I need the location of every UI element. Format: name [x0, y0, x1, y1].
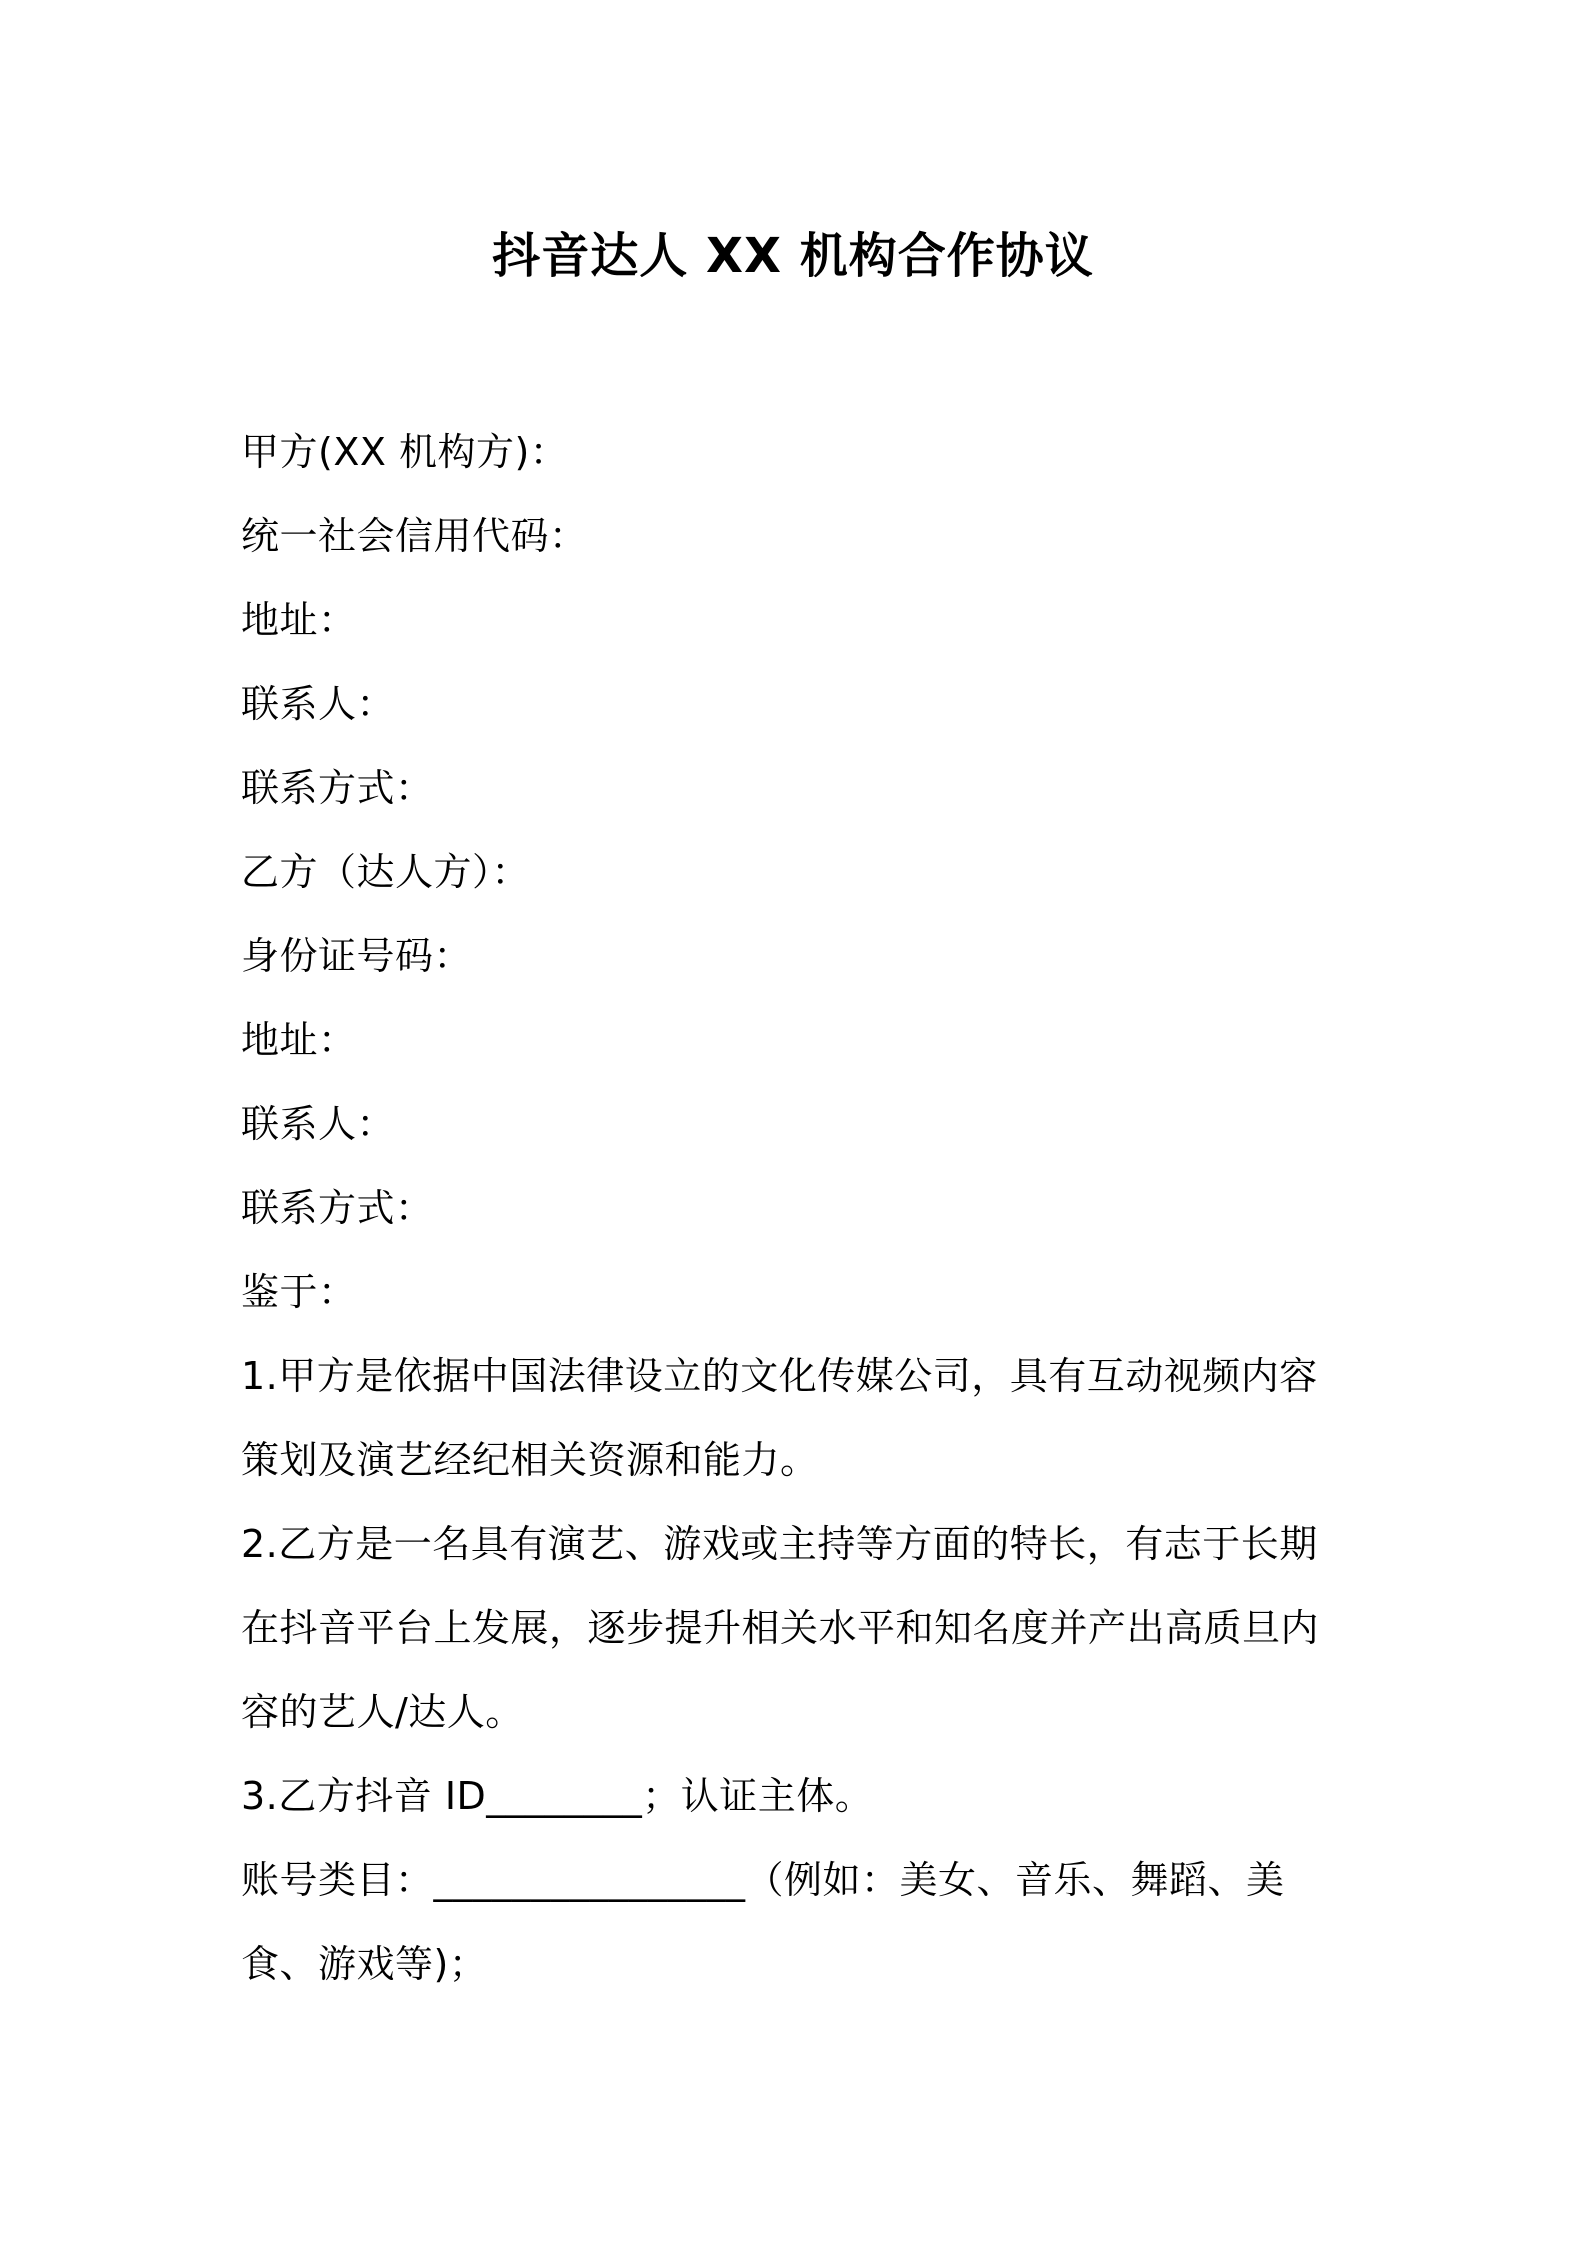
party-b-label: 乙方（达人方）： — [241, 850, 531, 894]
document-body — [241, 410, 1351, 2006]
party-a-contact-label: 联系人： — [241, 682, 396, 726]
party-b-address-label: 地址： — [241, 1018, 357, 1062]
account-category: 账号类目：________________（例如：美女、音乐、舞蹈、美食、游戏等)； — [241, 1858, 1285, 1986]
party-a-contact-method-label: 联系方式： — [241, 766, 434, 810]
clause-1: 1.甲方是依据中国法律设立的文化传媒公司，具有互动视频内容策划及演艺经纪相关资源和能力。 — [241, 1354, 1318, 1482]
party-b-contact-method-label: 联系方式： — [241, 1186, 434, 1230]
credit-code-label: 统一社会信用代码： — [241, 514, 588, 558]
party-a-address-label: 地址： — [241, 598, 357, 642]
clause-3: 3.乙方抖音 ID________；认证主体。 — [241, 1774, 874, 1818]
whereas-label: 鉴于： — [241, 1270, 357, 1314]
id-number-label: 身份证号码： — [241, 934, 473, 978]
party-b-contact-label: 联系人： — [241, 1102, 396, 1146]
party-a-label: 甲方(XX 机构方)： — [241, 430, 569, 474]
document-title: 抖音达人 XX 机构合作协议 — [492, 228, 1094, 284]
clause-2: 2.乙方是一名具有演艺、游戏或主持等方面的特长，有志于长期在抖音平台上发展，逐步提升相关水平和知名度并产出高质旦内容的艺人/达人。 — [241, 1522, 1320, 1734]
